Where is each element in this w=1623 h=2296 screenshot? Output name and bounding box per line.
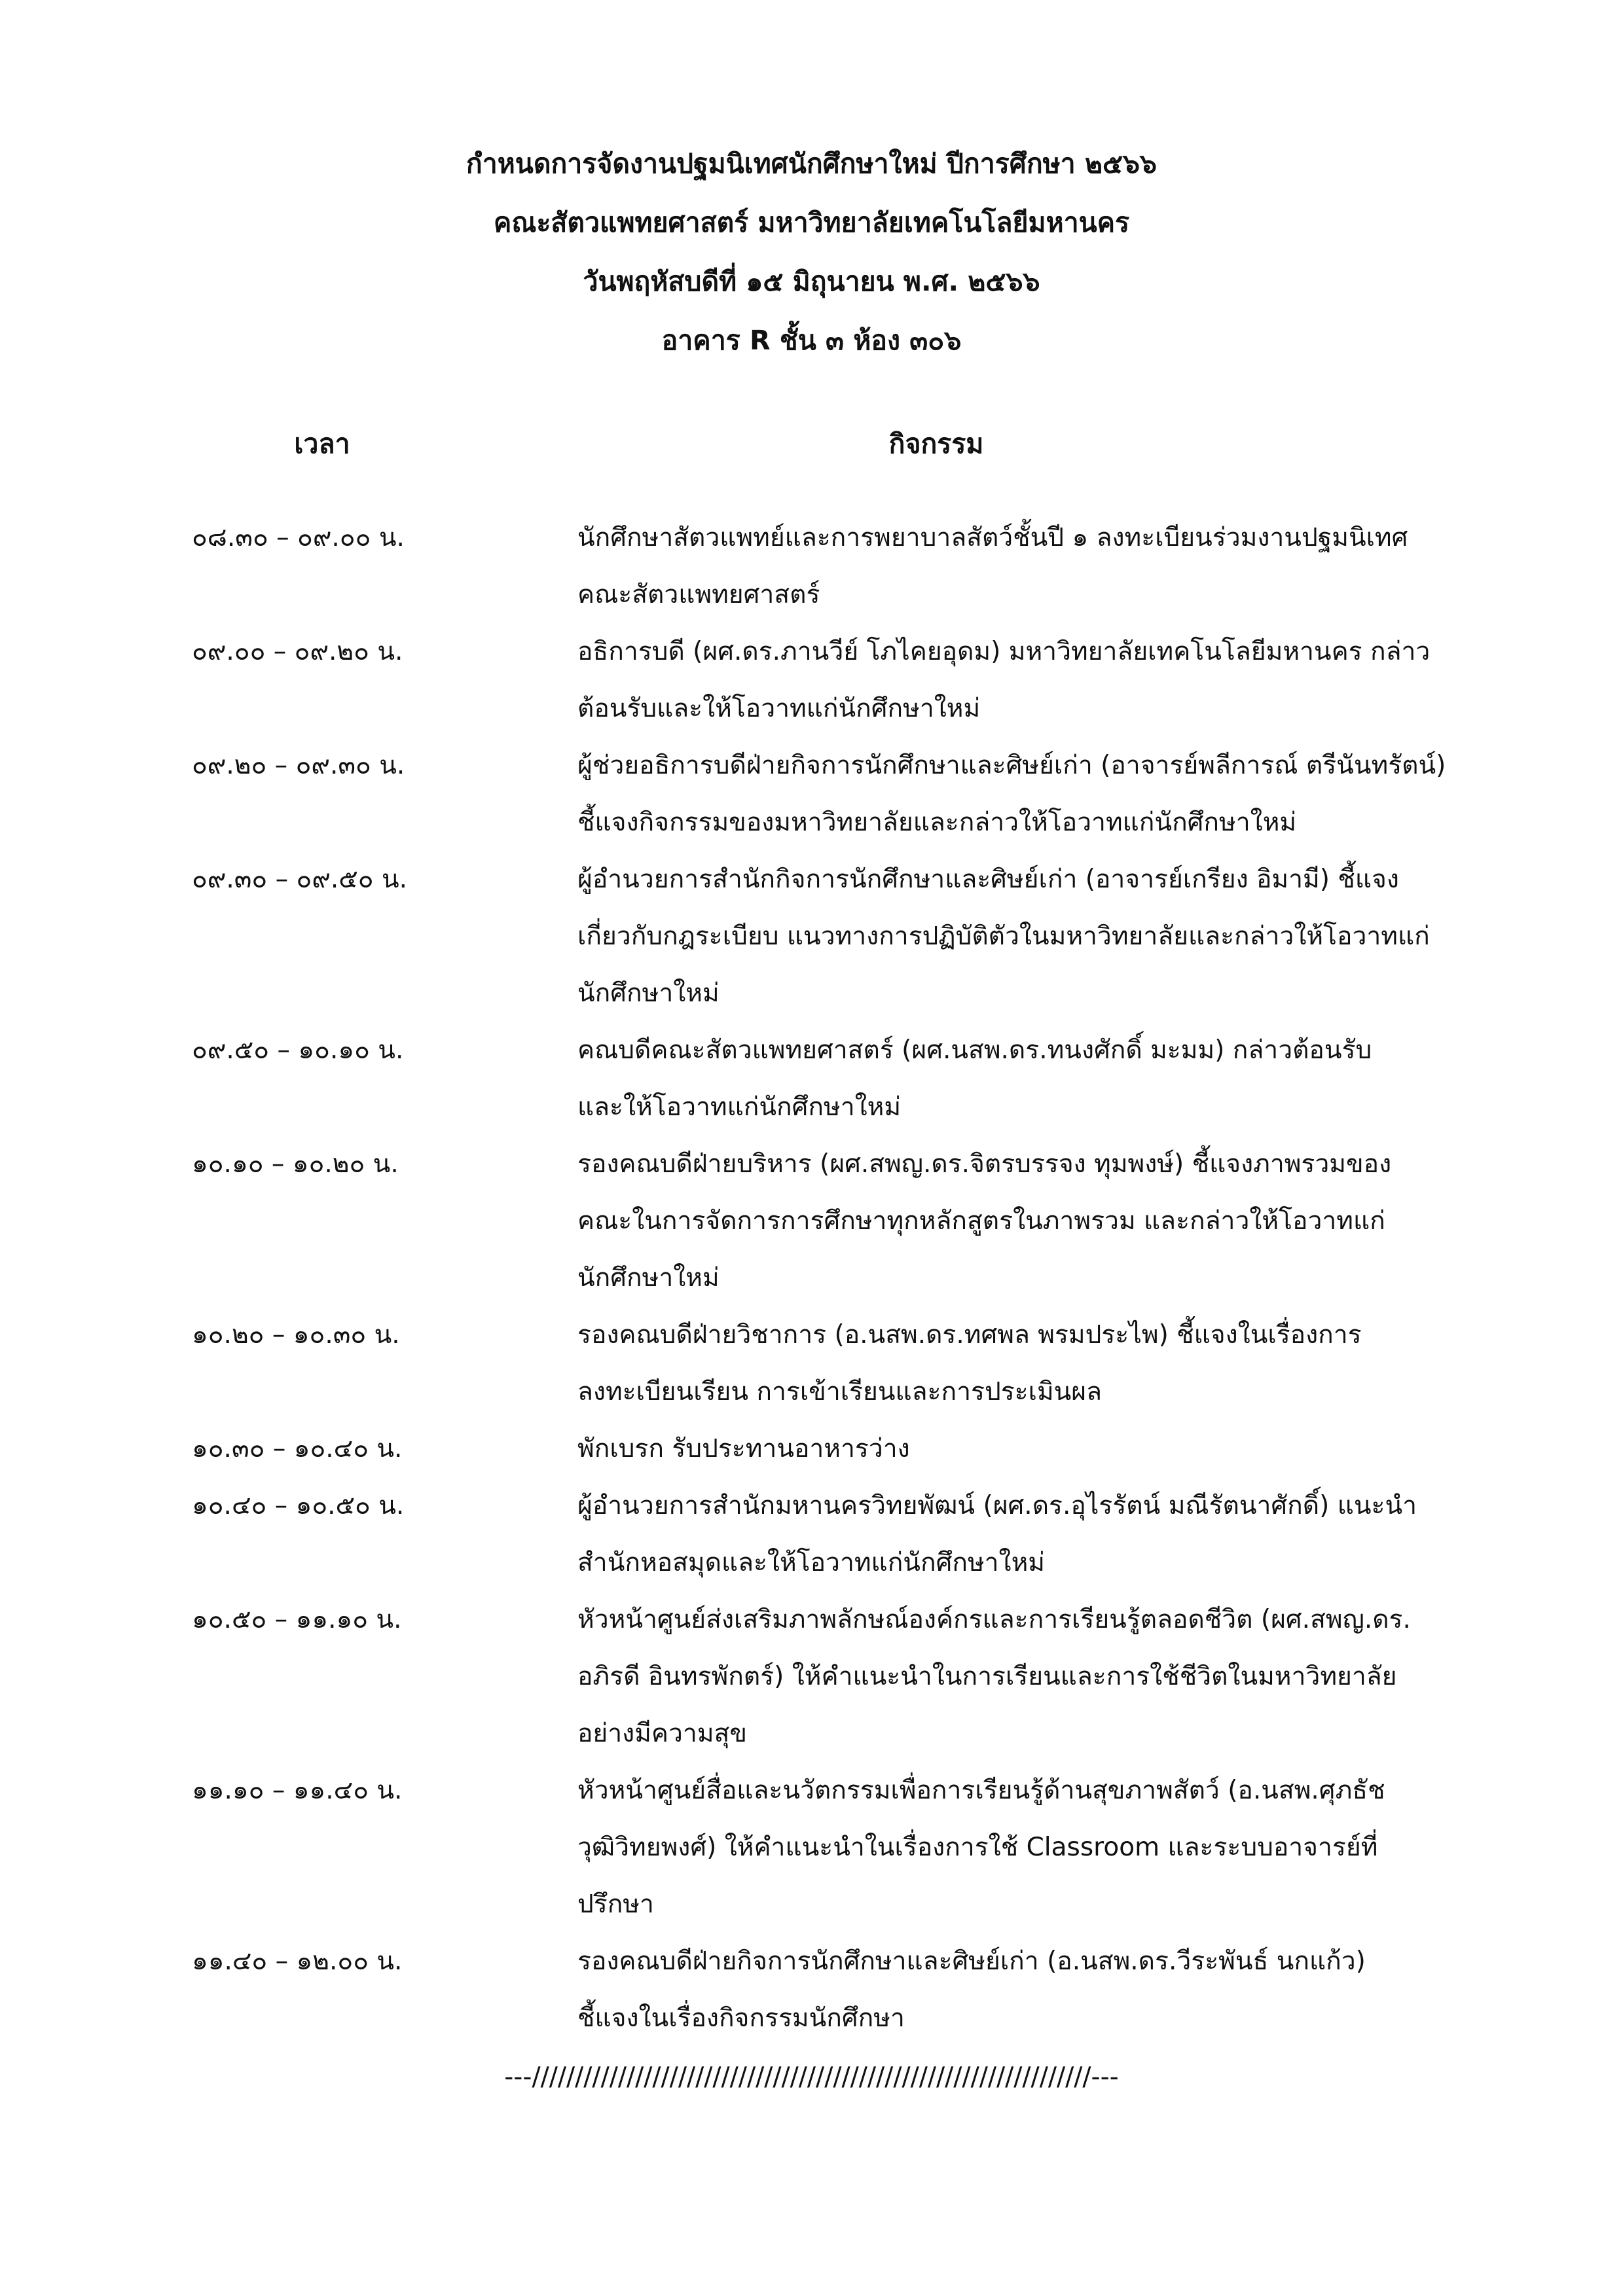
- schedule-row: [0, 737, 1623, 851]
- activity-description: [577, 1136, 1523, 1306]
- time-slot: ๑๐.๒๐ – ๑๐.๓๐ น.: [192, 1320, 400, 1350]
- activity-line: นักศึกษาสัตวแพทย์และการพยาบาลสัตว์ชั้นปี ๑ ลงทะเบียนร่วมงานปฐมนิเทศ: [577, 523, 1408, 552]
- activity-description: [577, 1591, 1523, 1762]
- activity-line: วุฒิวิทยพงศ์) ให้คำแนะนำในเรื่องการใช้ Classroom และระบบอาจารย์ที่: [577, 1833, 1378, 1862]
- schedule-row: [0, 1420, 1623, 1477]
- activity-line: อย่างมีความสุข: [577, 1719, 747, 1748]
- activity-description: [577, 1022, 1523, 1136]
- activity-line: ลงทะเบียนเรียน การเข้าเรียนและการประเมินผล: [577, 1377, 1103, 1407]
- title-line-date: วันพฤหัสบดีที่ ๑๕ มิถุนายน พ.ศ. ๒๕๖๖: [583, 266, 1040, 297]
- schedule-row: [0, 1306, 1623, 1420]
- time-slot: ๑๑.๔๐ – ๑๒.๐๐ น.: [192, 1946, 403, 1976]
- activity-line: อภิรดี อินทรพักตร์) ให้คำแนะนำในการเรียนและการใช้ชีวิตในมหาวิทยาลัย: [577, 1662, 1397, 1691]
- time-slot: ๑๐.๔๐ – ๑๐.๕๐ น.: [192, 1491, 405, 1520]
- activity-description: [577, 737, 1523, 851]
- activity-line: นักศึกษาใหม่: [577, 978, 720, 1008]
- document-title-block: [0, 134, 1623, 370]
- schedule-row: [0, 1022, 1623, 1136]
- activity-line: คณะในการจัดการการศึกษาทุกหลักสูตรในภาพรวม และกล่าวให้โอวาทแก่: [577, 1206, 1385, 1236]
- column-header-time: เวลา: [294, 428, 350, 459]
- activity-description: [577, 509, 1523, 623]
- activity-line: และให้โอวาทแก่นักศึกษาใหม่: [577, 1092, 902, 1122]
- activity-line: ปรึกษา: [577, 1890, 654, 1919]
- activity-line: หัวหน้าศูนย์สื่อและนวัตกรรมเพื่อการเรียนรู้ด้านสุขภาพสัตว์ (อ.นสพ.ศุภธัช: [577, 1776, 1385, 1805]
- activity-line: คณบดีคณะสัตวแพทยศาสตร์ (ผศ.นสพ.ดร.ทนงศักดิ์ มะมม) กล่าวต้อนรับ: [577, 1035, 1372, 1065]
- time-slot: ๑๐.๑๐ – ๑๐.๒๐ น.: [192, 1149, 399, 1179]
- activity-description: [577, 623, 1523, 737]
- activity-description: [577, 1477, 1523, 1591]
- activity-line: หัวหน้าศูนย์ส่งเสริมภาพลักษณ์องค์กรและการเรียนรู้ตลอดชีวิต (ผศ.สพญ.ดร.: [577, 1605, 1411, 1634]
- title-line-venue: อาคาร R ชั้น ๓ ห้อง ๓๐๖: [661, 325, 962, 356]
- activity-line: ผู้ช่วยอธิการบดีฝ่ายกิจการนักศึกษาและศิษย์เก่า (อาจารย์พลีการณ์ ตรีนันทรัตน์): [577, 751, 1446, 780]
- activity-line: พักเบรก รับประทานอาหารว่าง: [577, 1434, 910, 1463]
- title-line-faculty: คณะสัตวแพทยศาสตร์ มหาวิทยาลัยเทคโนโลยีมหานคร: [493, 207, 1130, 238]
- activity-line: นักศึกษาใหม่: [577, 1263, 720, 1293]
- schedule-row: [0, 851, 1623, 1022]
- activity-description: [577, 851, 1523, 1022]
- schedule-row: [0, 623, 1623, 737]
- schedule-row: [0, 1477, 1623, 1591]
- time-slot: ๐๘.๓๐ – ๐๙.๐๐ น.: [192, 523, 405, 552]
- time-slot: ๐๙.๒๐ – ๐๙.๓๐ น.: [192, 751, 405, 780]
- activity-line: ชี้แจงกิจกรรมของมหาวิทยาลัยและกล่าวให้โอวาทแก่นักศึกษาใหม่: [577, 808, 1297, 837]
- time-slot: ๐๙.๐๐ – ๐๙.๒๐ น.: [192, 637, 403, 666]
- activity-line: ผู้อำนวยการสำนักกิจการนักศึกษาและศิษย์เก่า (อาจารย์เกรียง อิมามี) ชี้แจง: [577, 865, 1399, 894]
- schedule-table: [0, 509, 1623, 2047]
- activity-line: สำนักหอสมุดและให้โอวาทแก่นักศึกษาใหม่: [577, 1548, 1046, 1577]
- time-slot: ๐๙.๕๐ – ๑๐.๑๐ น.: [192, 1035, 404, 1065]
- activity-description: [577, 1306, 1523, 1420]
- activity-line: รองคณบดีฝ่ายกิจการนักศึกษาและศิษย์เก่า (อ.นสพ.ดร.วีระพันธ์ นกแก้ว): [577, 1946, 1366, 1976]
- activity-line: ต้อนรับและให้โอวาทแก่นักศึกษาใหม่: [577, 694, 981, 723]
- time-slot: ๑๑.๑๐ – ๑๑.๔๐ น.: [192, 1776, 403, 1805]
- time-slot: ๑๐.๓๐ – ๑๐.๔๐ น.: [192, 1434, 403, 1463]
- activity-description: [577, 1762, 1523, 1933]
- schedule-row: [0, 509, 1623, 623]
- column-header-activity: กิจกรรม: [888, 428, 984, 459]
- end-of-document-divider: ---/////////////////////////////////////////////////////////////////---: [504, 2062, 1119, 2092]
- time-slot: ๐๙.๓๐ – ๐๙.๕๐ น.: [192, 865, 408, 894]
- activity-line: ชี้แจงในเรื่องกิจกรรมนักศึกษา: [577, 2003, 905, 2033]
- schedule-row: [0, 1762, 1623, 1933]
- activity-line: คณะสัตวแพทยศาสตร์: [577, 580, 820, 609]
- title-line-program: กำหนดการจัดงานปฐมนิเทศนักศึกษาใหม่ ปีการศึกษา ๒๕๖๖: [465, 148, 1158, 179]
- activity-description: [577, 1933, 1523, 2047]
- time-slot: ๑๐.๕๐ – ๑๑.๑๐ น.: [192, 1605, 402, 1634]
- activity-line: อธิการบดี (ผศ.ดร.ภานวีย์ โภไคยอุดม) มหาวิทยาลัยเทคโนโลยีมหานคร กล่าว: [577, 637, 1431, 666]
- schedule-row: [0, 1591, 1623, 1762]
- activity-line: รองคณบดีฝ่ายวิชาการ (อ.นสพ.ดร.ทศพล พรมประไพ) ชี้แจงในเรื่องการ: [577, 1320, 1362, 1350]
- activity-line: รองคณบดีฝ่ายบริหาร (ผศ.สพญ.ดร.จิตรบรรจง ทุมพงษ์) ชี้แจงภาพรวมของ: [577, 1149, 1392, 1179]
- activity-description: [577, 1420, 1523, 1477]
- activity-line: ผู้อำนวยการสำนักมหานครวิทยพัฒน์ (ผศ.ดร.อุไรรัตน์ มณีรัตนาศักดิ์) แนะนำ: [577, 1491, 1417, 1520]
- schedule-row: [0, 1933, 1623, 2047]
- activity-line: เกี่ยวกับกฎระเบียบ แนวทางการปฏิบัติตัวในมหาวิทยาลัยและกล่าวให้โอวาทแก่: [577, 922, 1430, 951]
- schedule-row: [0, 1136, 1623, 1306]
